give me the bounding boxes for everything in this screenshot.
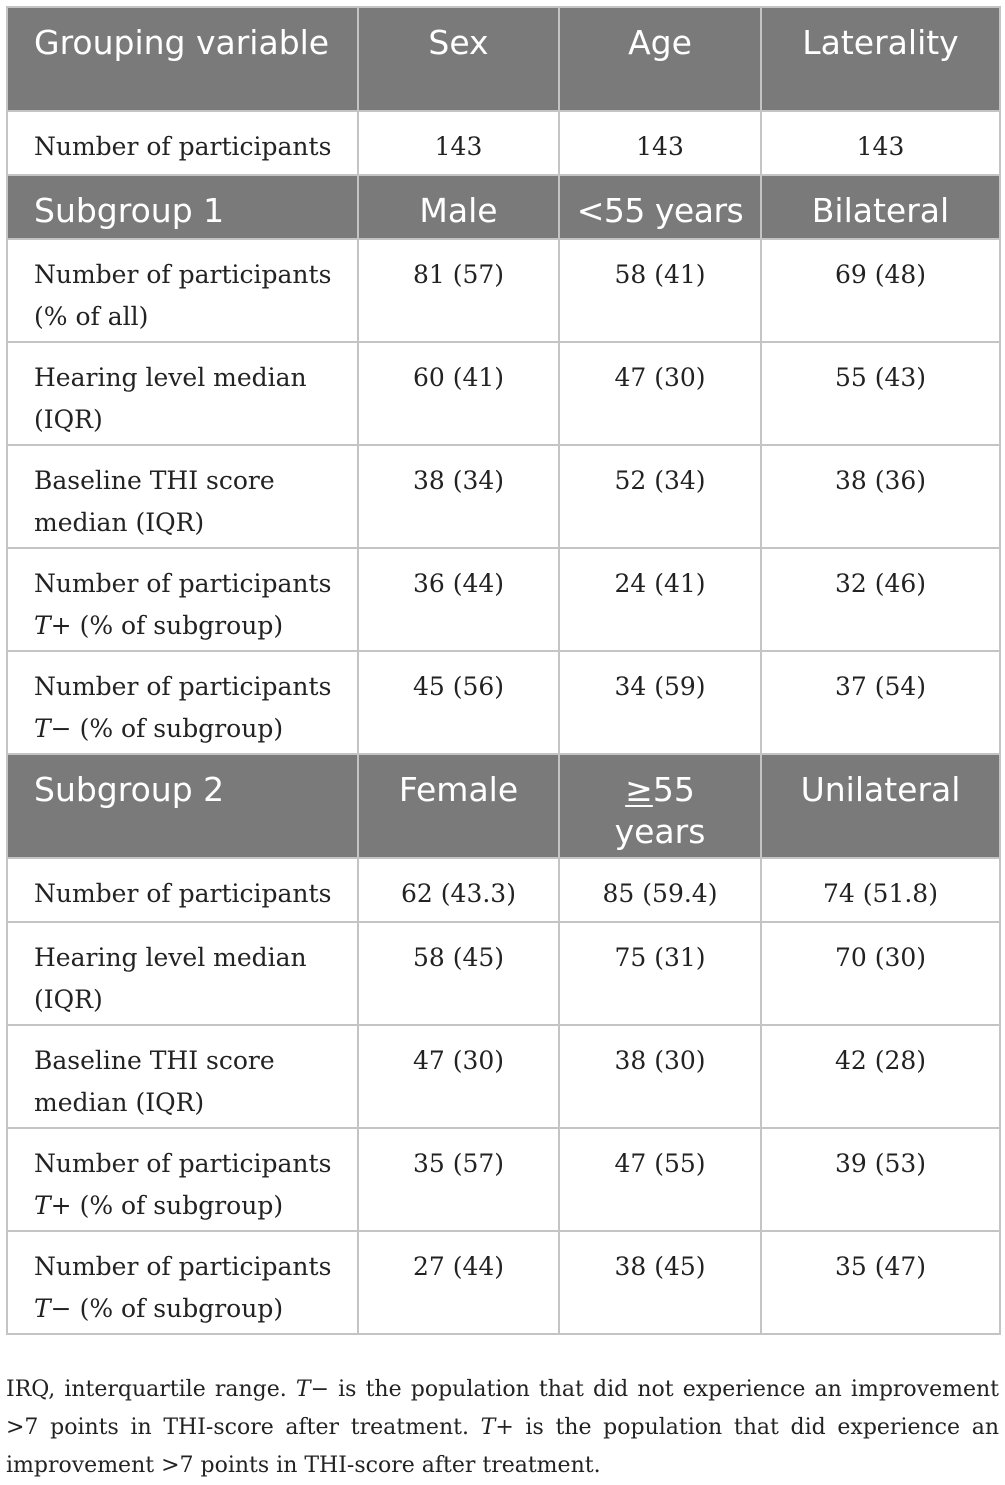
row-label: Hearing level median (IQR) xyxy=(7,342,358,445)
header-grouping-variable: Grouping variable xyxy=(7,7,358,111)
cell-age: 75 (31) xyxy=(559,922,761,1025)
subgroup1-laterality: Bilateral xyxy=(761,175,1000,239)
row-label: Hearing level median (IQR) xyxy=(7,922,358,1025)
cell-laterality: 42 (28) xyxy=(761,1025,1000,1128)
table-row xyxy=(7,548,1000,651)
table-row xyxy=(7,1231,1000,1334)
cell-laterality: 38 (36) xyxy=(761,445,1000,548)
row-label: Number of participants xyxy=(7,858,358,922)
age-number: 55 xyxy=(652,770,695,809)
t-minus-symbol: T− xyxy=(34,1294,72,1323)
cell-laterality: 37 (54) xyxy=(761,651,1000,754)
cell-sex: 47 (30) xyxy=(358,1025,559,1128)
table-row xyxy=(7,342,1000,445)
cell-sex: 35 (57) xyxy=(358,1128,559,1231)
table-row xyxy=(7,1128,1000,1231)
cell-sex: 27 (44) xyxy=(358,1231,559,1334)
table-row xyxy=(7,239,1000,342)
cell-age: 34 (59) xyxy=(559,651,761,754)
row-label-line2: (% of subgroup) xyxy=(71,1191,284,1220)
cell-laterality: 74 (51.8) xyxy=(761,858,1000,922)
cell-laterality: 69 (48) xyxy=(761,239,1000,342)
age-ge-symbol: ≥ xyxy=(625,770,653,809)
age-unit: years xyxy=(614,812,706,851)
header-row xyxy=(7,7,1000,111)
cell-sex: 36 (44) xyxy=(358,548,559,651)
table-row xyxy=(7,445,1000,548)
cell-laterality: 32 (46) xyxy=(761,548,1000,651)
footnote-t-plus: T+ xyxy=(480,1415,514,1440)
cell-age: 143 xyxy=(559,111,761,175)
table-row xyxy=(7,1025,1000,1128)
cell-sex: 60 (41) xyxy=(358,342,559,445)
cell-age: 58 (41) xyxy=(559,239,761,342)
row-label-line1: Number of participants xyxy=(34,672,332,701)
row-label-line1: Number of participants xyxy=(34,569,332,598)
cell-sex: 58 (45) xyxy=(358,922,559,1025)
row-label xyxy=(7,548,358,651)
subgroup1-label: Subgroup 1 xyxy=(7,175,358,239)
footnote-text-2: is the population that did not experience an improvement >7 points in THI-score after treatment. xyxy=(6,1377,999,1440)
subgroup2-label: Subgroup 2 xyxy=(7,754,358,858)
row-label: Number of participants xyxy=(7,111,358,175)
row-label-line1: Number of participants xyxy=(34,1149,332,1178)
subgroup2-laterality: Unilateral xyxy=(761,754,1000,858)
subgroup1-header-row xyxy=(7,175,1000,239)
row-label: Baseline THI score median (IQR) xyxy=(7,445,358,548)
cell-age: 38 (45) xyxy=(559,1231,761,1334)
row-label xyxy=(7,1128,358,1231)
subgroup1-age: <55 years xyxy=(559,175,761,239)
cell-sex: 143 xyxy=(358,111,559,175)
subgroup-table xyxy=(6,6,1001,1335)
header-laterality: Laterality xyxy=(761,7,1000,111)
cell-laterality: 143 xyxy=(761,111,1000,175)
t-minus-symbol: T− xyxy=(34,714,72,743)
table-row xyxy=(7,858,1000,922)
cell-age: 38 (30) xyxy=(559,1025,761,1128)
subgroup2-age xyxy=(559,754,761,858)
cell-laterality: 39 (53) xyxy=(761,1128,1000,1231)
footnote-text-1: IRQ, interquartile range. xyxy=(6,1377,296,1402)
subgroup2-sex: Female xyxy=(358,754,559,858)
row-label-line2: (% of subgroup) xyxy=(71,1294,284,1323)
total-row xyxy=(7,111,1000,175)
cell-sex: 38 (34) xyxy=(358,445,559,548)
cell-sex: 62 (43.3) xyxy=(358,858,559,922)
row-label: Number of participants (% of all) xyxy=(7,239,358,342)
cell-laterality: 70 (30) xyxy=(761,922,1000,1025)
row-label xyxy=(7,651,358,754)
cell-sex: 45 (56) xyxy=(358,651,559,754)
subgroup2-header-row xyxy=(7,754,1000,858)
row-label-line2: (% of subgroup) xyxy=(71,714,284,743)
row-label-line1: Number of participants xyxy=(34,1252,332,1281)
row-label xyxy=(7,1231,358,1334)
t-plus-symbol: T+ xyxy=(34,611,72,640)
table-footnote xyxy=(6,1371,999,1485)
cell-laterality: 55 (43) xyxy=(761,342,1000,445)
cell-age: 52 (34) xyxy=(559,445,761,548)
row-label-line2: (% of subgroup) xyxy=(71,611,284,640)
header-age: Age xyxy=(559,7,761,111)
table-row xyxy=(7,922,1000,1025)
t-plus-symbol: T+ xyxy=(34,1191,72,1220)
footnote-text-3: is the population that did experience an improvement >7 points in THI-score after treatment. xyxy=(6,1415,999,1478)
cell-age: 85 (59.4) xyxy=(559,858,761,922)
cell-sex: 81 (57) xyxy=(358,239,559,342)
row-label: Baseline THI score median (IQR) xyxy=(7,1025,358,1128)
subgroup1-sex: Male xyxy=(358,175,559,239)
table-row xyxy=(7,651,1000,754)
header-sex: Sex xyxy=(358,7,559,111)
cell-age: 47 (55) xyxy=(559,1128,761,1231)
cell-age: 47 (30) xyxy=(559,342,761,445)
cell-laterality: 35 (47) xyxy=(761,1231,1000,1334)
footnote-t-minus: T− xyxy=(295,1377,329,1402)
cell-age: 24 (41) xyxy=(559,548,761,651)
